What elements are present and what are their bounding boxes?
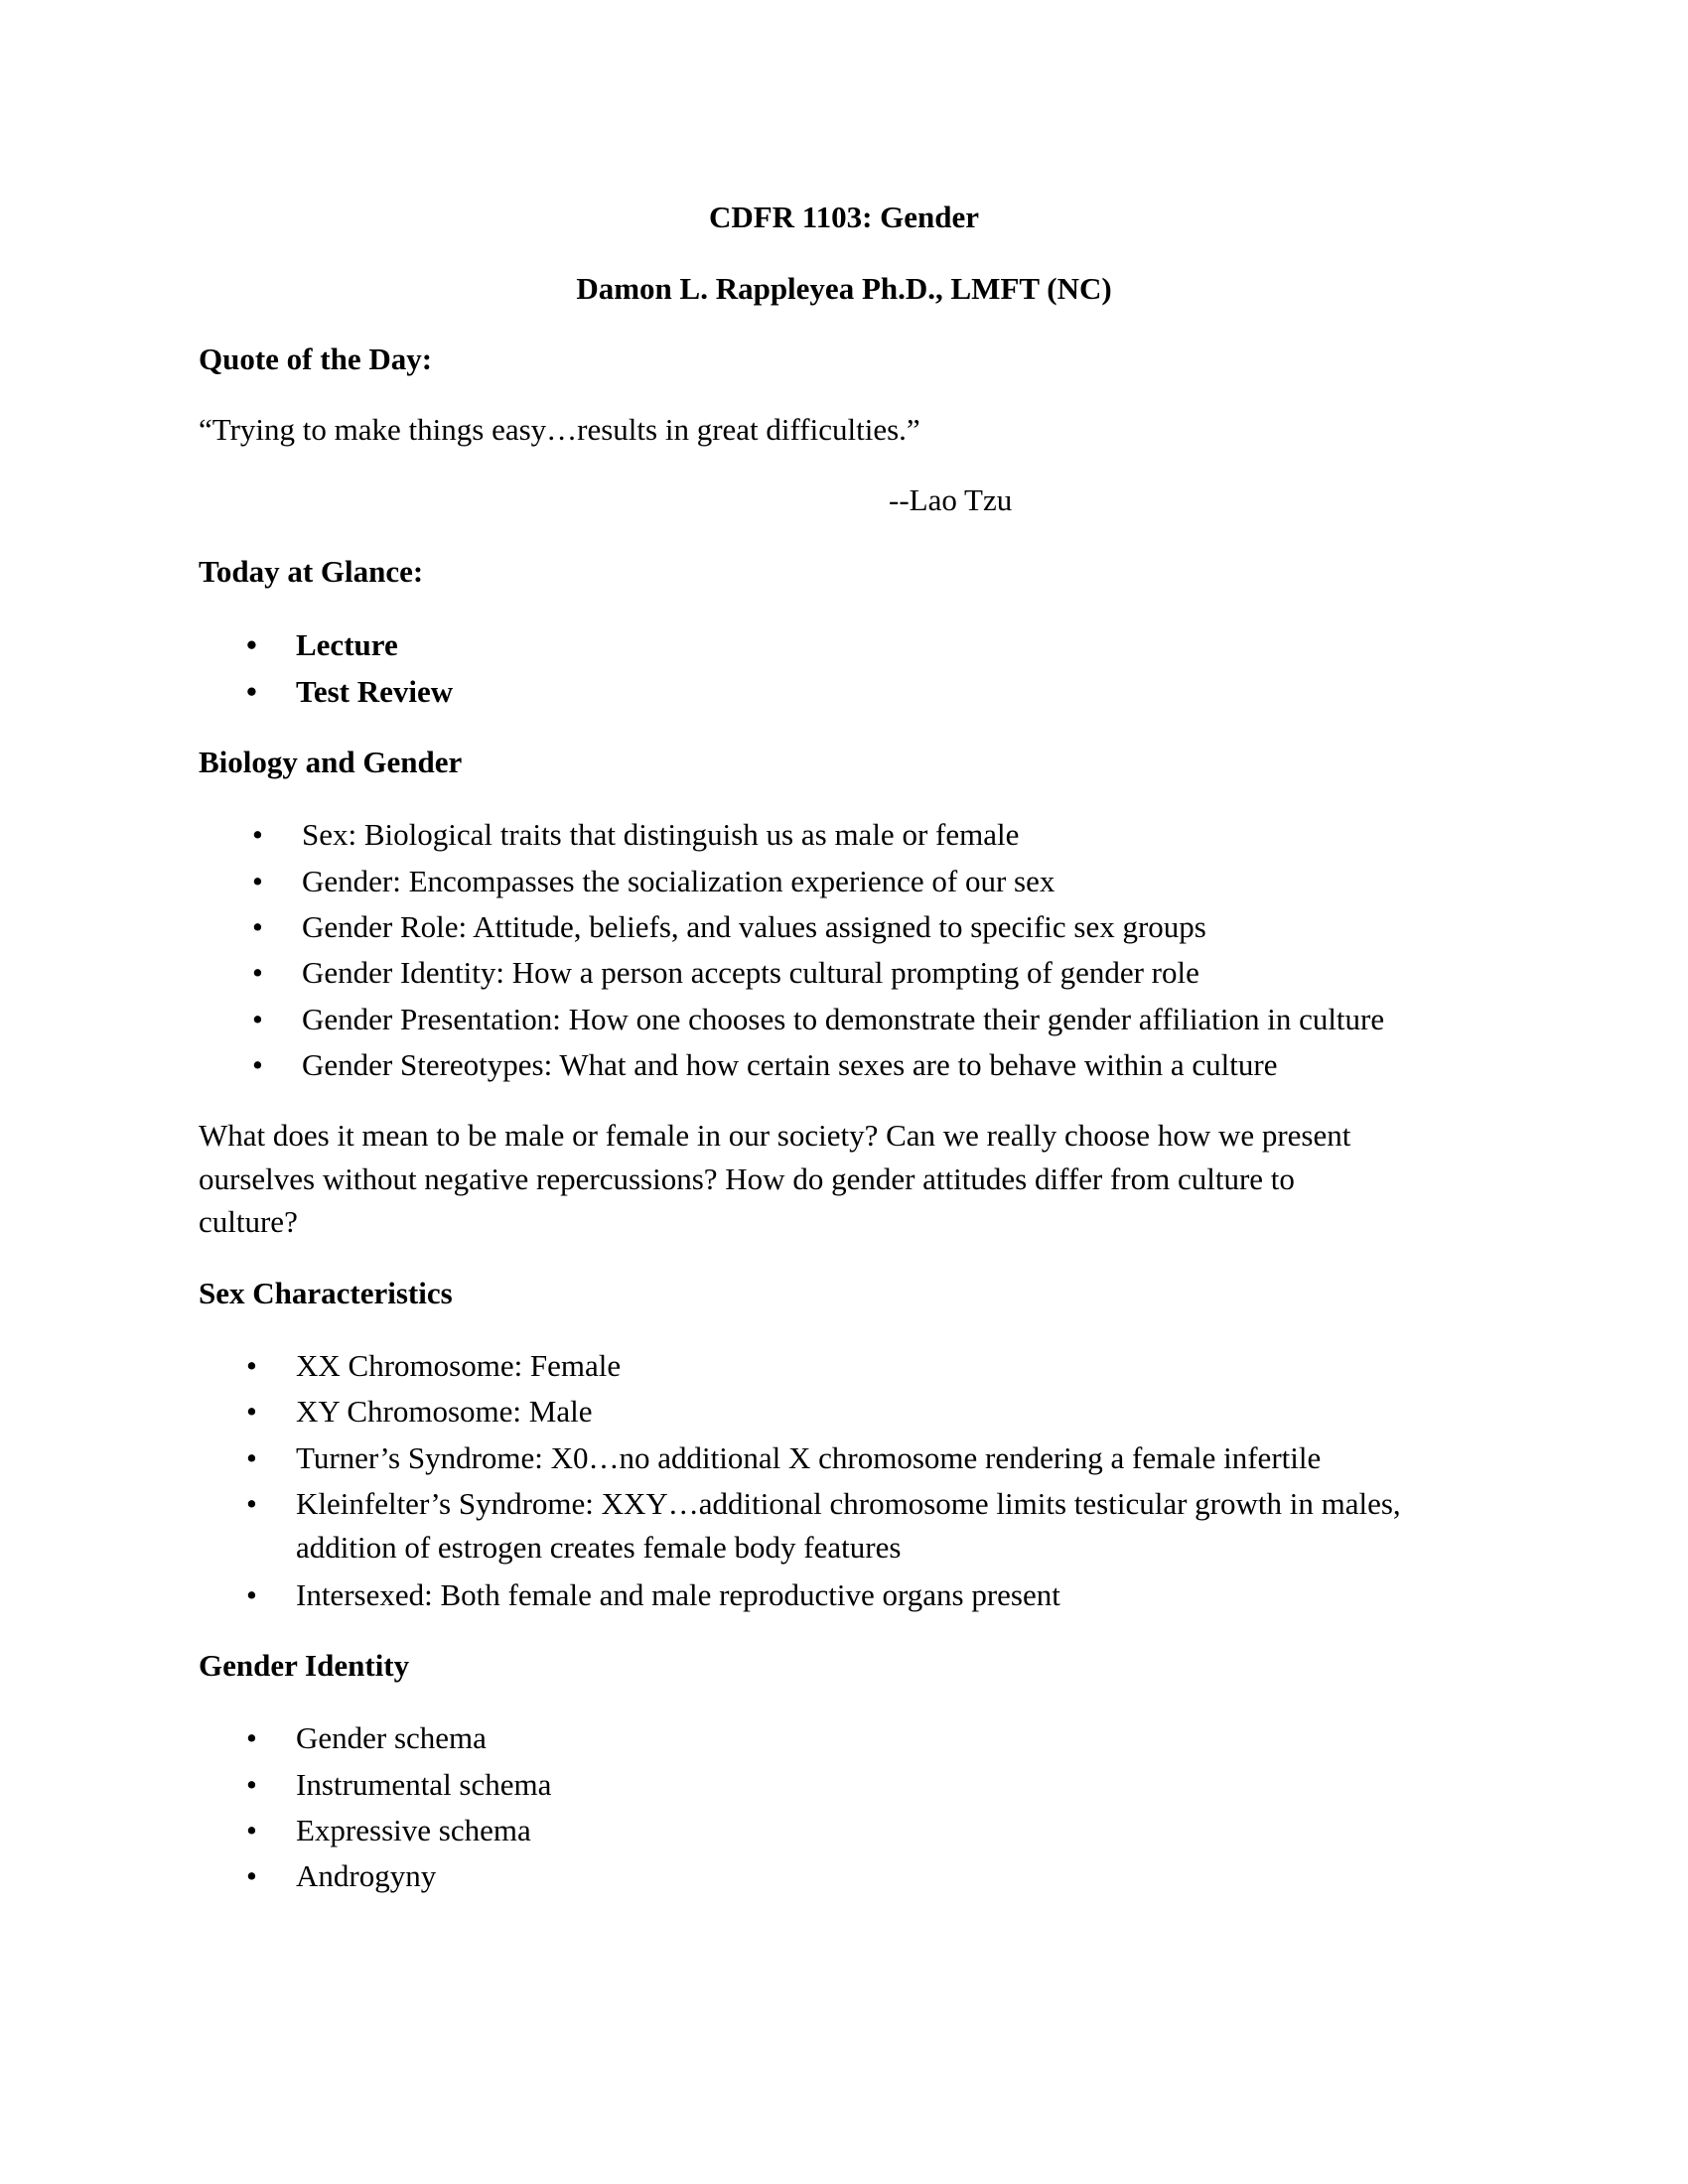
course-title: CDFR 1103: Gender xyxy=(708,200,980,234)
biology-item: Gender: Encompasses the socialization experience of our sex xyxy=(302,864,1055,898)
sex-characteristics-item: XY Chromosome: Male xyxy=(296,1394,593,1429)
biology-paragraph-line: ourselves without negative repercussions? How do gender attitudes differ from culture to xyxy=(199,1161,1295,1196)
bullet-icon: • xyxy=(246,1440,257,1475)
bullet-icon: • xyxy=(252,1047,263,1082)
bullet-icon: • xyxy=(252,864,263,898)
bullet-icon: • xyxy=(246,1767,257,1802)
biology-paragraph-line: culture? xyxy=(199,1204,298,1239)
bullet-icon: • xyxy=(246,674,257,709)
glance-heading: Today at Glance: xyxy=(199,554,424,589)
sex-characteristics-item-continuation: addition of estrogen creates female body features xyxy=(296,1530,902,1565)
quote-author: --Lao Tzu xyxy=(889,482,1013,517)
glance-item-lecture: Lecture xyxy=(296,627,398,662)
sex-characteristics-item: Turner’s Syndrome: X0…no additional X chromosome rendering a female infertile xyxy=(296,1440,1322,1475)
glance-item-test-review: Test Review xyxy=(296,674,454,709)
biology-item: Gender Stereotypes: What and how certain sexes are to behave within a culture xyxy=(302,1047,1278,1082)
quote-text: “Trying to make things easy…results in great difficulties.” xyxy=(199,412,920,447)
sex-characteristics-item: XX Chromosome: Female xyxy=(296,1348,622,1383)
gender-identity-item: Gender schema xyxy=(296,1720,487,1755)
sex-characteristics-item: Kleinfelter’s Syndrome: XXY…additional chromosome limits testicular growth in males, xyxy=(296,1486,1401,1521)
bullet-icon: • xyxy=(246,1348,257,1383)
bullet-icon: • xyxy=(246,1577,257,1612)
bullet-icon: • xyxy=(246,1394,257,1429)
gender-identity-item: Androgyny xyxy=(296,1858,437,1893)
bullet-icon: • xyxy=(252,909,263,944)
bullet-icon: • xyxy=(246,1813,257,1847)
biology-item: Gender Identity: How a person accepts cultural prompting of gender role xyxy=(302,955,1199,990)
bullet-icon: • xyxy=(252,817,263,852)
gender-identity-heading: Gender Identity xyxy=(199,1648,410,1683)
bullet-icon: • xyxy=(246,627,257,662)
gender-identity-item: Instrumental schema xyxy=(296,1767,552,1802)
bullet-icon: • xyxy=(252,1002,263,1036)
bullet-icon: • xyxy=(246,1858,257,1893)
gender-identity-item: Expressive schema xyxy=(296,1813,531,1847)
sex-characteristics-item: Intersexed: Both female and male reproductive organs present xyxy=(296,1577,1060,1612)
biology-item: Gender Role: Attitude, beliefs, and values assigned to specific sex groups xyxy=(302,909,1206,944)
bullet-icon: • xyxy=(246,1720,257,1755)
biology-item: Sex: Biological traits that distinguish us as male or female xyxy=(302,817,1020,852)
sex-characteristics-heading: Sex Characteristics xyxy=(199,1276,453,1310)
quote-heading: Quote of the Day: xyxy=(199,341,433,376)
instructor-name: Damon L. Rappleyea Ph.D., LMFT (NC) xyxy=(576,271,1112,306)
biology-item: Gender Presentation: How one chooses to demonstrate their gender affiliation in culture xyxy=(302,1002,1385,1036)
bullet-icon: • xyxy=(246,1486,257,1521)
bullet-icon: • xyxy=(252,955,263,990)
biology-heading: Biology and Gender xyxy=(199,745,463,779)
biology-paragraph-line: What does it mean to be male or female in our society? Can we really choose how we present xyxy=(199,1118,1351,1153)
